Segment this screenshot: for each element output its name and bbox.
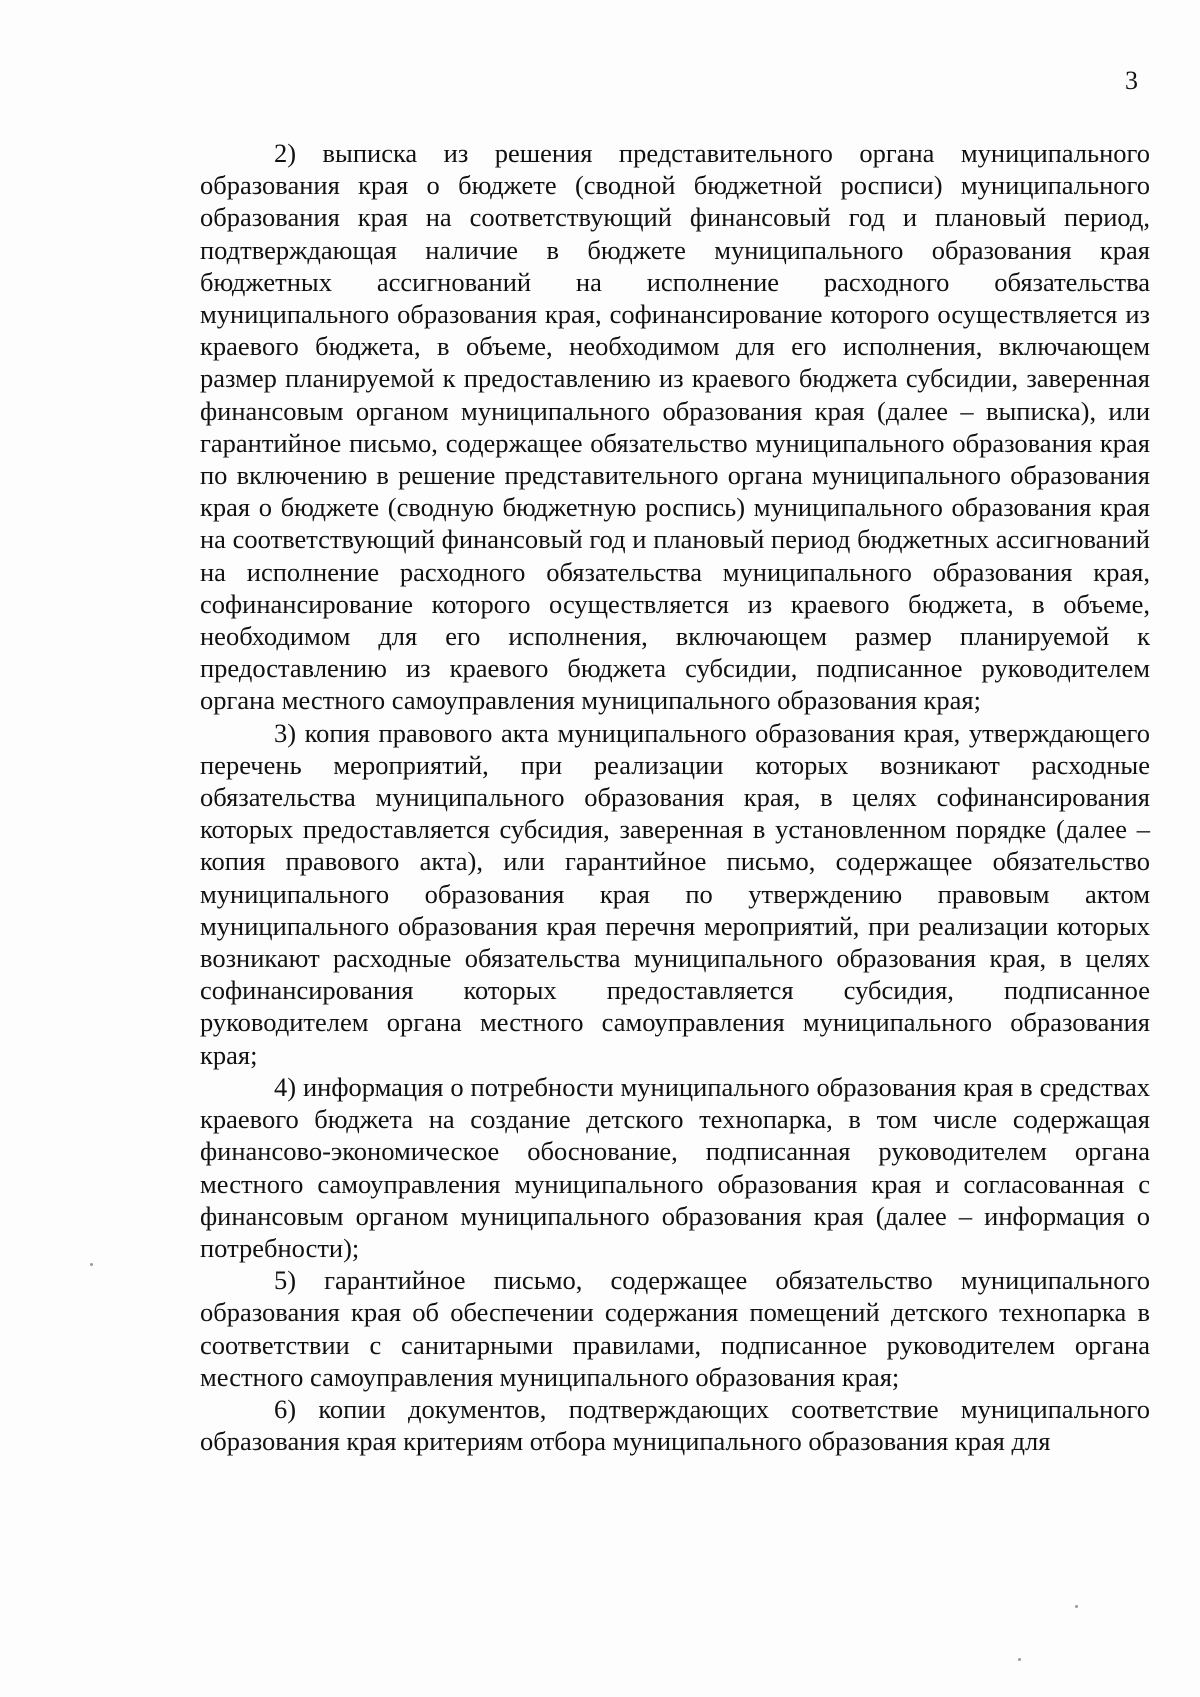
scan-speck <box>1075 1605 1078 1608</box>
paragraph-item-6: 6) копии документов, подтверждающих соответствие муниципального образования края критериям отбора муниципального образования края для <box>200 1393 1150 1457</box>
paragraph-item-5: 5) гарантийное письмо, содержащее обязательство муниципального образования края об обеспечении содержания помещений детского технопарка в соответствии с санитарными правилами, подписанное руководителем органа местного самоуправления муниципального образования края; <box>200 1265 1150 1392</box>
paragraph-item-2: 2) выписка из решения представительного органа муниципального образования края о бюджете (сводной бюджетной росписи) муниципального образования края на соответствующий финансовый год и плановый период, подтверждающая наличие в бюджете муниципального образования края бюджетных ассигнований на исполнение расходного обязательства муниципального образования края, софинансирование которого осуществляется из краевого бюджета, в объеме, необходимом для его исполнения, включающем размер планируемой к предоставлению из краевого бюджета субсидии, заверенная финансовым органом муниципального образования края (далее – выписка), или гарантийное письмо, содержащее обязательство муниципального образования края по включению в решение представительного органа муниципального образования края о бюджете (сводную бюджетную роспись) муниципального образования края на соответствующий финансовый год и плановый период бюджетных ассигнований на исполнение расходного обязательства муниципального образования края, софинансирование которого осуществляется из краевого бюджета, в объеме, необходимом для его исполнения, включающем размер планируемой к предоставлению из краевого бюджета субсидии, подписанное руководителем органа местного самоуправления муниципального образования края; <box>200 138 1150 716</box>
scan-speck <box>1018 1658 1021 1661</box>
paragraph-item-3: 3) копия правового акта муниципального образования края, утверждающего перечень мероприятий, при реализации которых возникают расходные обязательства муниципального образования края, в целях софинансирования которых предоставляется субсидия, заверенная в установленном порядке (далее – копия правового акта), или гарантийное письмо, содержащее обязательство муниципального образования края по утверждению правовым актом муниципального образования края перечня мероприятий, при реализации которых возникают расходные обязательства муниципального образования края, в целях софинансирования которых предоставляется субсидия, подписанное руководителем органа местного самоуправления муниципального образования края; <box>200 717 1150 1070</box>
scan-speck <box>90 1263 93 1266</box>
page-number: 3 <box>1125 66 1138 95</box>
document-body <box>200 137 1150 1457</box>
paragraph-item-4: 4) информация о потребности муниципального образования края в средствах краевого бюджета на создание детского технопарка, в том числе содержащая финансово-экономическое обоснование, подписанная руководителем органа местного самоуправления муниципального образования края и согласованная с финансовым органом муниципального образования края (далее – информация о потребности); <box>200 1071 1150 1263</box>
